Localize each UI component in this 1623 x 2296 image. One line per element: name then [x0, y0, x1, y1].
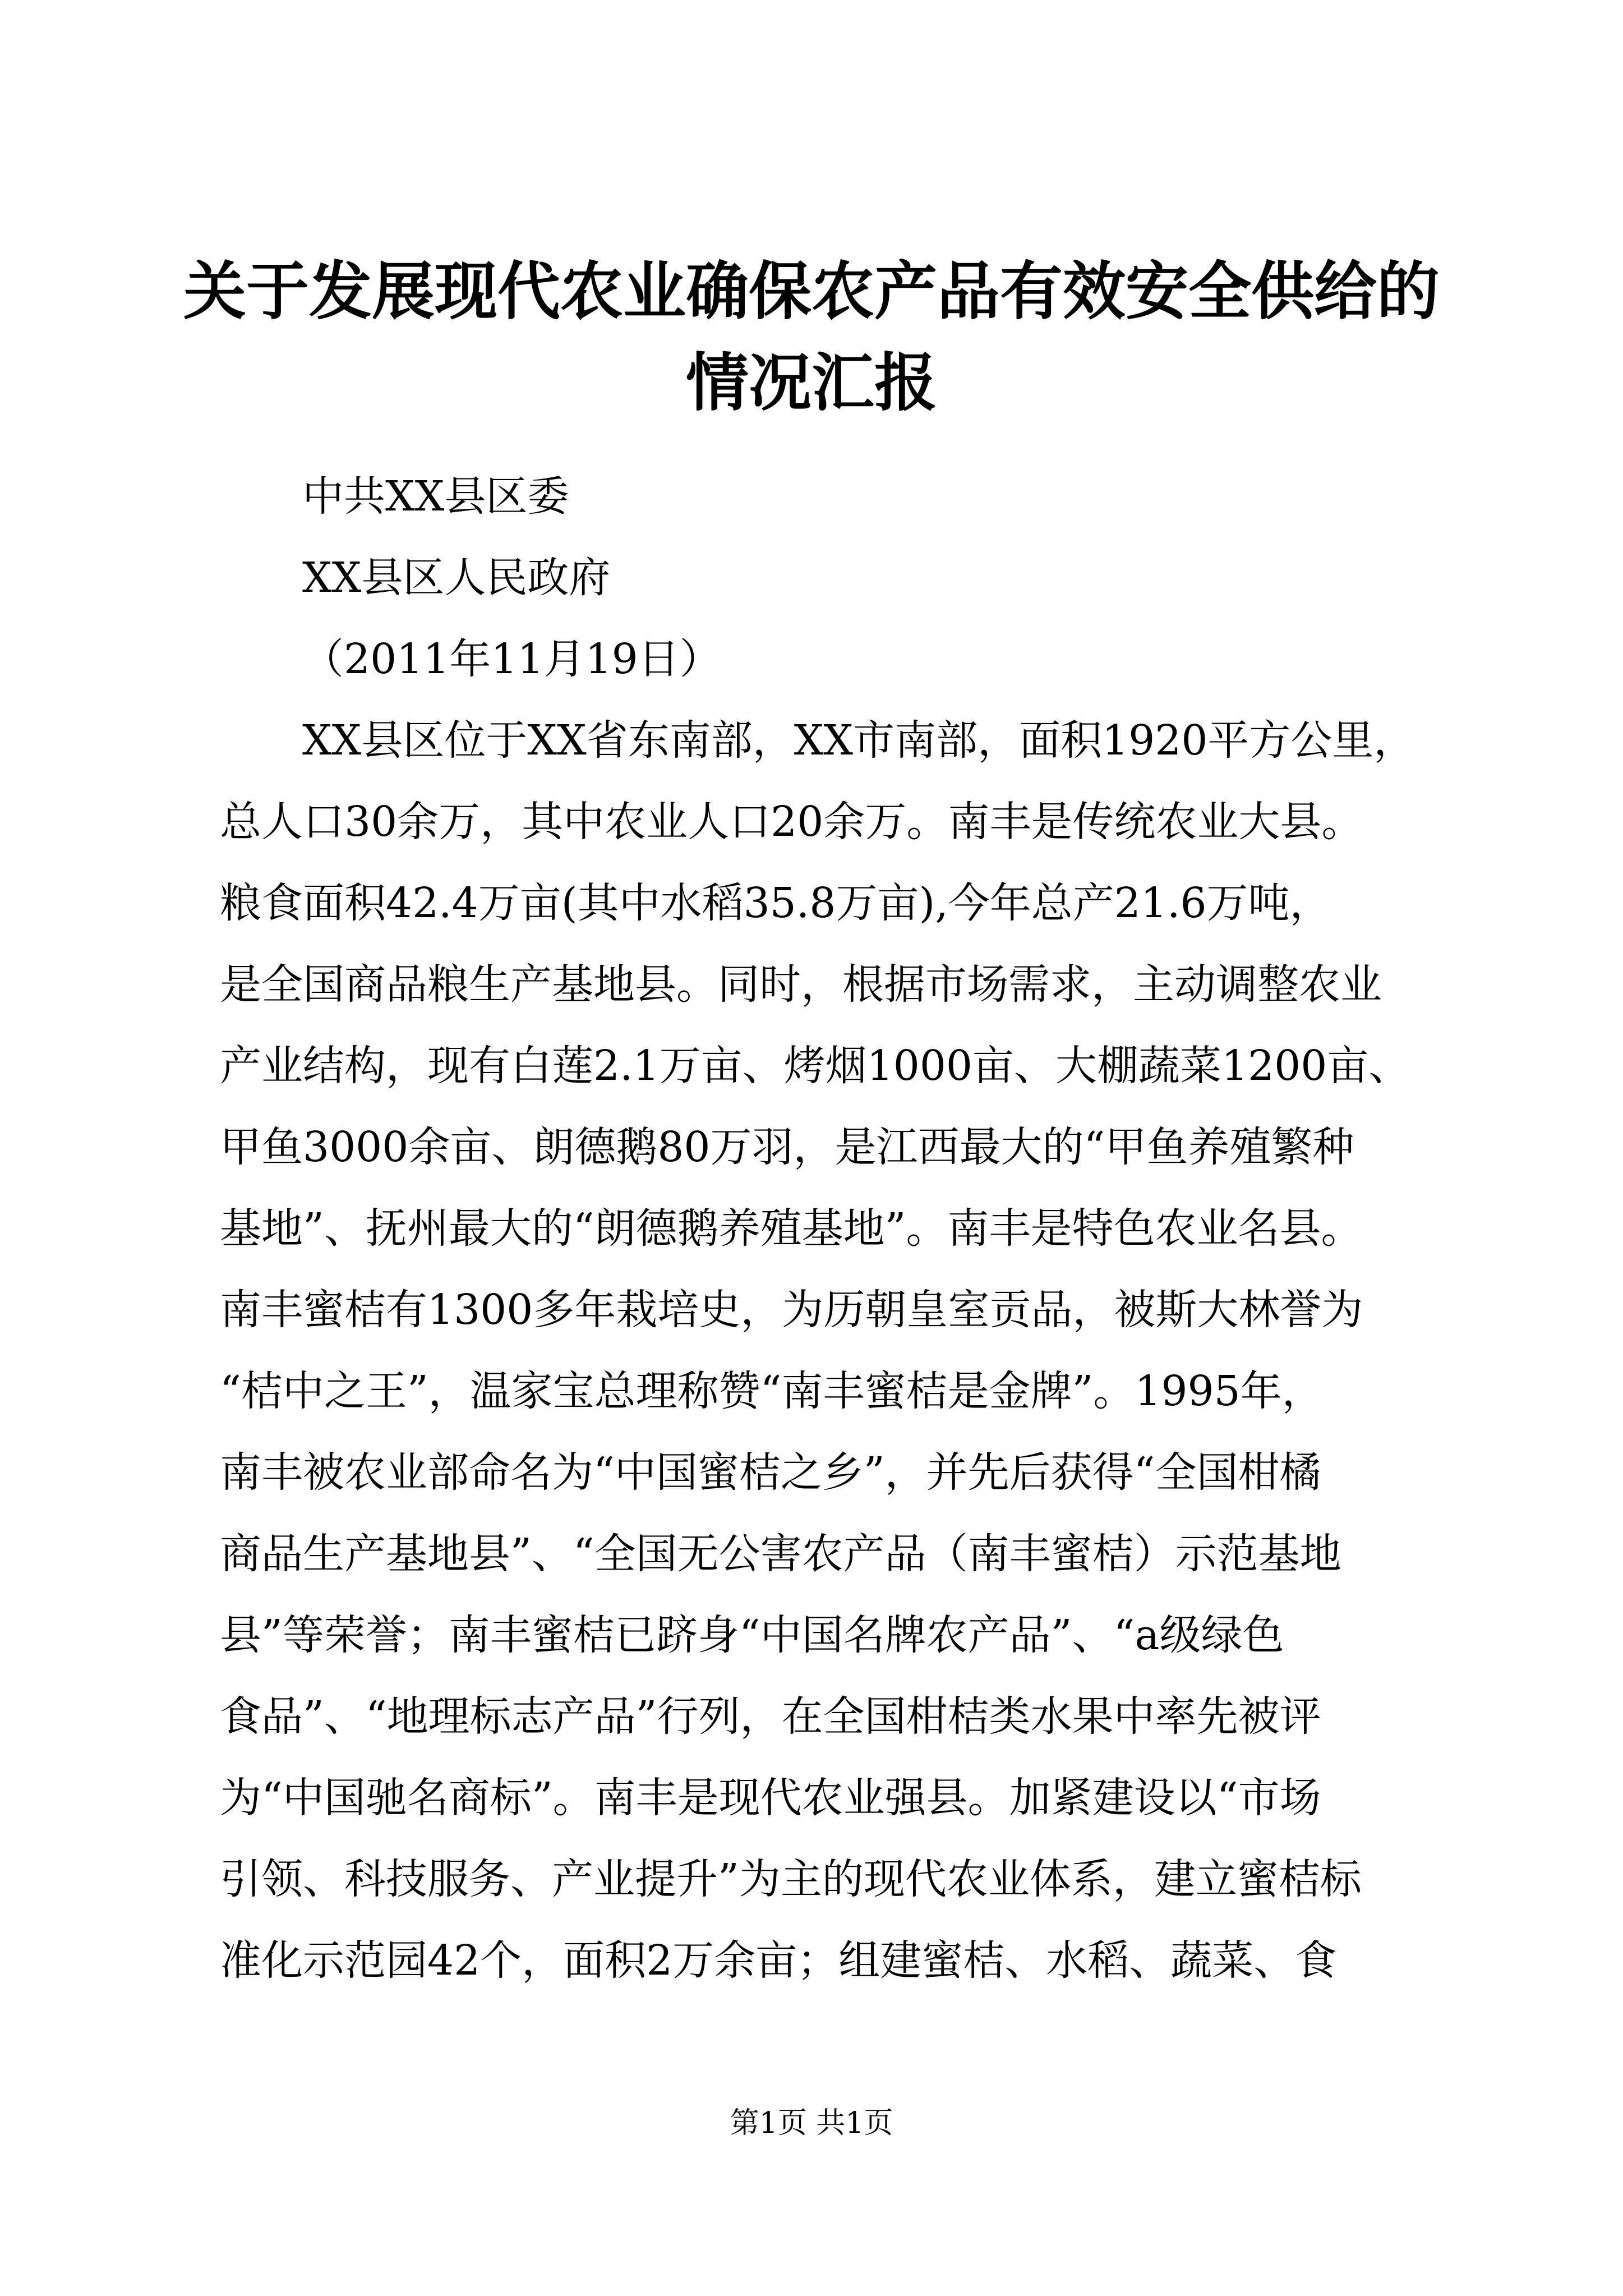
body-line: 产业结构，现有白莲2.1万亩、烤烟1000亩、大棚蔬菜1200亩、 — [220, 1042, 1410, 1090]
body-line: 粮食面积42.4万亩(其中水稻35.8万亩),今年总产21.6万吨， — [220, 879, 1331, 927]
body-line: 是全国商品粮生产基地县。同时，根据市场需求，主动调整农业 — [220, 960, 1382, 1009]
body-line: 基地”、抚州最大的“朗德鹅养殖基地”。南丰是特色农业名县。 — [220, 1204, 1363, 1253]
body-line: 南丰蜜桔有1300多年栽培史，为历朝皇室贡品，被斯大林誉为 — [220, 1286, 1363, 1334]
body-line: 为“中国驰名商标”。南丰是现代农业强县。加紧建设以“市场 — [220, 1774, 1321, 1822]
issuer-government: XX县区人民政府 — [302, 554, 611, 602]
document-title-line-2: 情况汇报 — [686, 346, 937, 420]
body-line: 准化示范园42个，面积2万余亩；组建蜜桔、水稻、蔬菜、食 — [220, 1936, 1337, 1985]
body-line: XX县区位于XX省东南部，XX市南部，面积1920平方公里， — [302, 716, 1415, 765]
page-footer: 第1页 共1页 — [730, 2106, 893, 2140]
report-date: （2011年11月19日） — [302, 635, 721, 683]
body-line: 总人口30余万，其中农业人口20余万。南丰是传统农业大县。 — [220, 798, 1363, 846]
body-line: 县”等荣誉；南丰蜜桔已跻身“中国名牌农产品”、“a级绿色 — [220, 1611, 1284, 1659]
body-line: 食品”、“地理标志产品”行列，在全国柑桔类水果中率先被评 — [220, 1692, 1321, 1741]
body-line: 商品生产基地县”、“全国无公害农产品（南丰蜜桔）示范基地 — [220, 1530, 1341, 1578]
body-line: 南丰被农业部命名为“中国蜜桔之乡”，并先后获得“全国柑橘 — [220, 1448, 1321, 1497]
body-line: 甲鱼3000余亩、朗德鹅80万羽，是江西最大的“甲鱼养殖繁种 — [220, 1123, 1354, 1171]
document-title-line-1: 关于发展现代农业确保农产品有效安全供给的 — [183, 255, 1440, 328]
document-body — [220, 712, 1426, 2014]
body-line: “桔中之王”，温家宝总理称赞“南丰蜜桔是金牌”。1995年， — [220, 1367, 1324, 1415]
body-line: 引领、科技服务、产业提升”为主的现代农业体系，建立蜜桔标 — [220, 1855, 1362, 1903]
issuer-party-committee: 中共XX县区委 — [302, 472, 569, 521]
